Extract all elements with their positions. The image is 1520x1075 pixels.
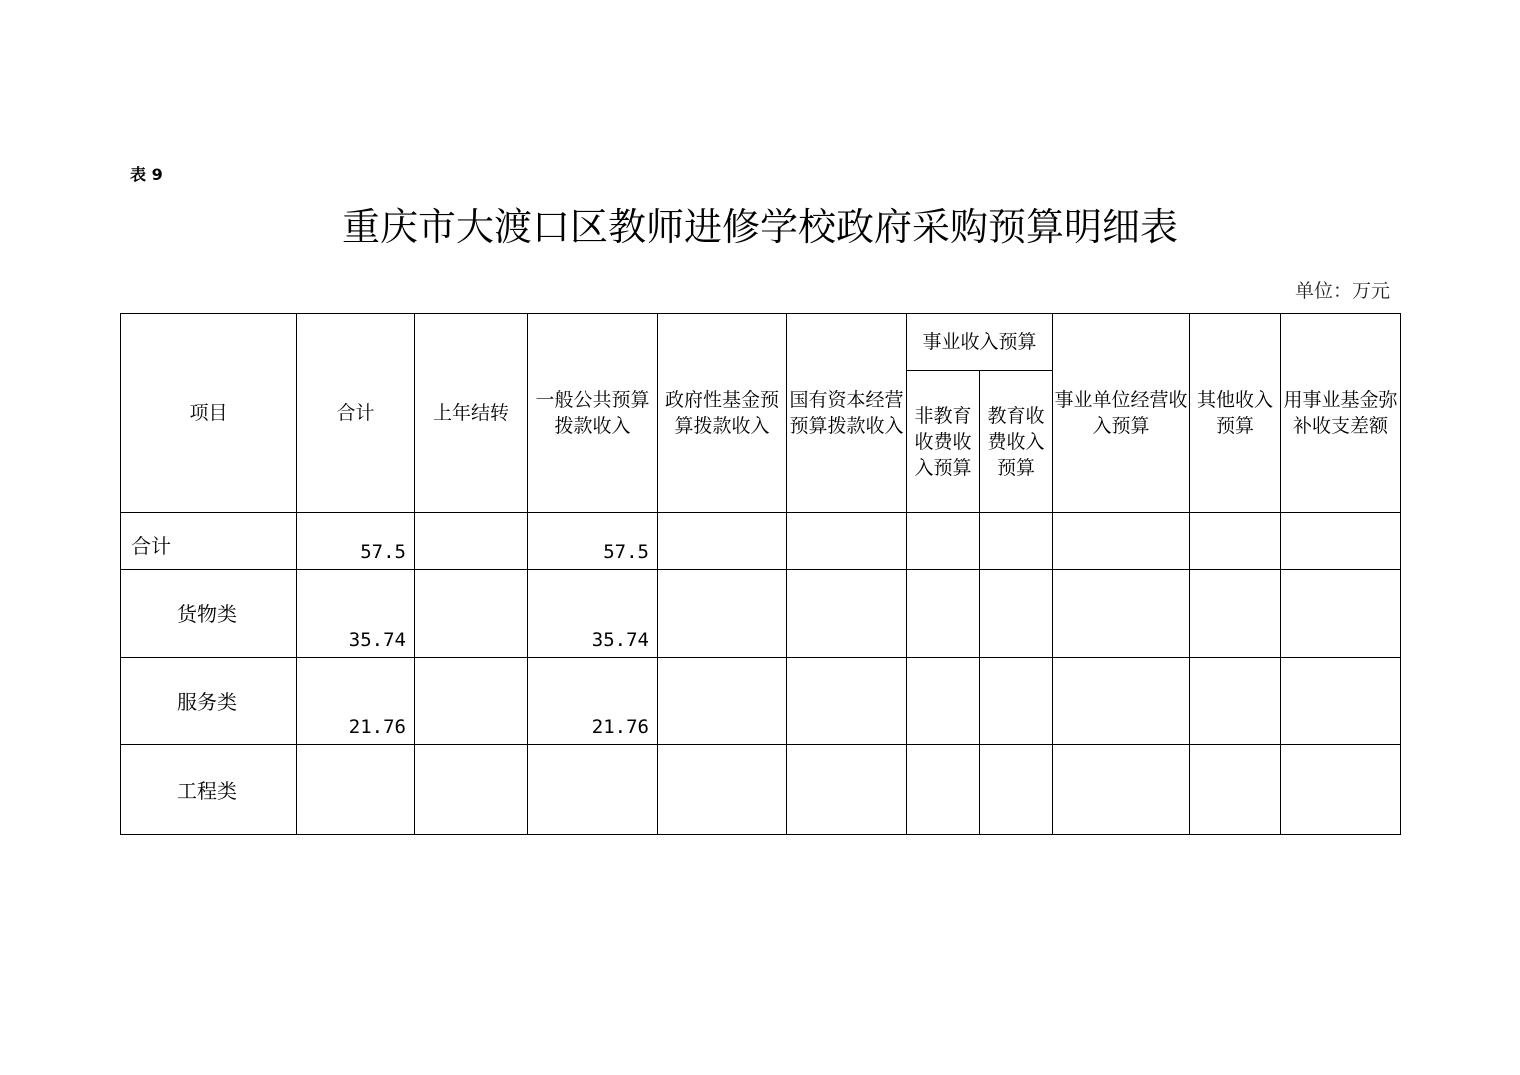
table-row [121, 513, 1401, 570]
cell-other-income [1190, 745, 1281, 835]
cell-fund-offset [1281, 570, 1401, 658]
cell-gov-fund [658, 513, 787, 570]
unit-label: 单位：万元 [1294, 280, 1390, 302]
cell-carryover [415, 570, 528, 658]
header-operating-income: 事业单位经营收入预算 [1053, 314, 1190, 513]
cell-total [297, 745, 415, 835]
header-row [121, 314, 1401, 371]
cell-operating-income [1053, 570, 1190, 658]
cell-non-edu-fee [907, 745, 980, 835]
header-non-edu-fee: 非教育收费收入预算 [907, 371, 980, 513]
cell-gov-fund [658, 570, 787, 658]
header-state-capital: 国有资本经营预算拨款收入 [787, 314, 907, 513]
procurement-budget-table [120, 313, 1401, 835]
cell-general-public: 57.5 [528, 513, 658, 570]
cell-total: 57.5 [297, 513, 415, 570]
cell-fund-offset [1281, 745, 1401, 835]
header-total: 合计 [297, 314, 415, 513]
cell-operating-income [1053, 513, 1190, 570]
cell-operating-income [1053, 745, 1190, 835]
cell-gov-fund [658, 745, 787, 835]
cell-other-income [1190, 513, 1281, 570]
cell-fund-offset [1281, 658, 1401, 745]
cell-state-capital [787, 513, 907, 570]
cell-edu-fee [980, 513, 1053, 570]
cell-gov-fund [658, 658, 787, 745]
cell-edu-fee [980, 658, 1053, 745]
cell-other-income [1190, 658, 1281, 745]
cell-edu-fee [980, 570, 1053, 658]
header-fund-offset: 用事业基金弥补收支差额 [1281, 314, 1401, 513]
cell-total: 35.74 [297, 570, 415, 658]
header-item: 项目 [121, 314, 297, 513]
row-label: 工程类 [121, 745, 297, 835]
cell-state-capital [787, 570, 907, 658]
row-label: 货物类 [121, 570, 297, 658]
header-gov-fund: 政府性基金预算拨款收入 [658, 314, 787, 513]
header-business-income: 事业收入预算 [907, 314, 1053, 371]
cell-state-capital [787, 658, 907, 745]
table-row [121, 570, 1401, 658]
cell-operating-income [1053, 658, 1190, 745]
cell-edu-fee [980, 745, 1053, 835]
cell-carryover [415, 745, 528, 835]
page-title: 重庆市大渡口区教师进修学校政府采购预算明细表 [341, 205, 1178, 249]
cell-total: 21.76 [297, 658, 415, 745]
cell-general-public [528, 745, 658, 835]
cell-other-income [1190, 570, 1281, 658]
cell-general-public: 35.74 [528, 570, 658, 658]
row-label: 服务类 [121, 658, 297, 745]
header-edu-fee: 教育收费收入预算 [980, 371, 1053, 513]
table-row [121, 658, 1401, 745]
cell-non-edu-fee [907, 570, 980, 658]
cell-non-edu-fee [907, 513, 980, 570]
cell-carryover [415, 658, 528, 745]
cell-non-edu-fee [907, 658, 980, 745]
table-row [121, 745, 1401, 835]
header-carryover: 上年结转 [415, 314, 528, 513]
cell-fund-offset [1281, 513, 1401, 570]
table-number: 表 9 [130, 165, 163, 184]
cell-state-capital [787, 745, 907, 835]
cell-general-public: 21.76 [528, 658, 658, 745]
row-label: 合计 [121, 513, 297, 570]
header-other-income: 其他收入预算 [1190, 314, 1281, 513]
header-general-public: 一般公共预算拨款收入 [528, 314, 658, 513]
cell-carryover [415, 513, 528, 570]
